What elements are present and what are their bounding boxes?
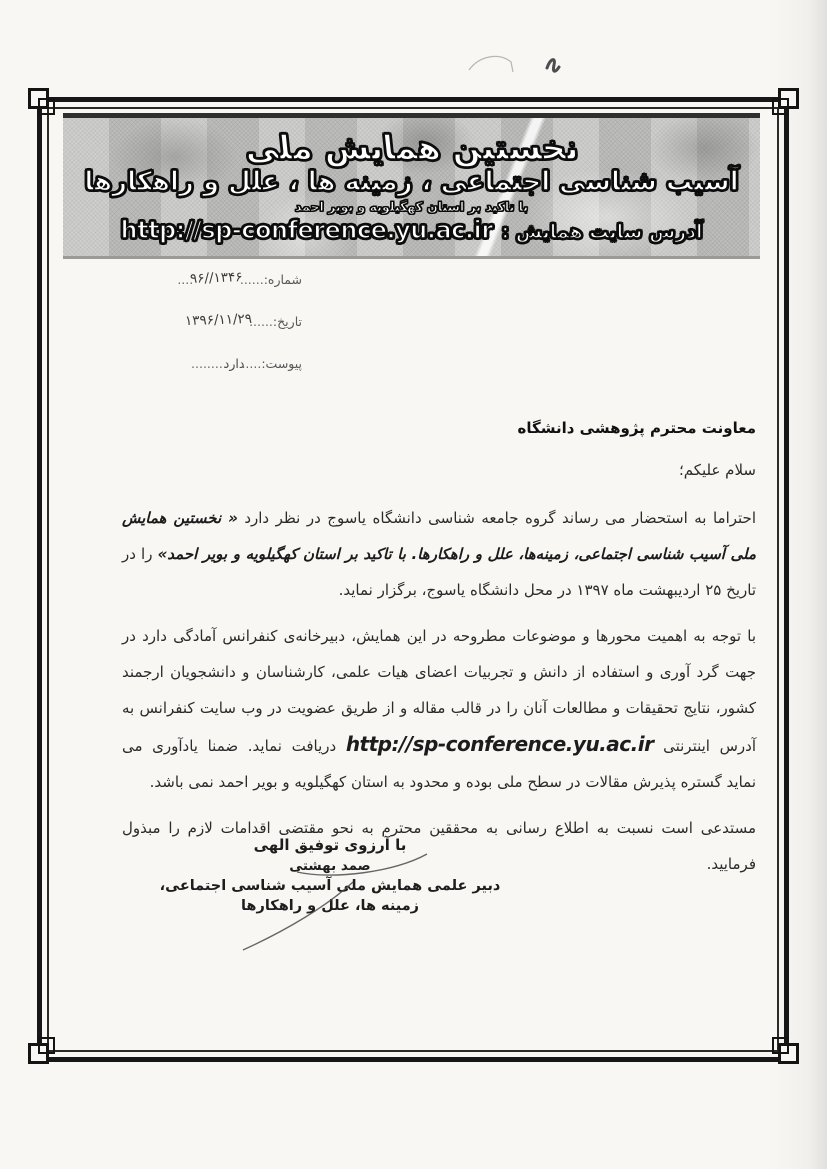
- signature-block: [140, 834, 520, 916]
- signature-wish: با آرزوی توفیق الهی: [253, 836, 407, 854]
- corner-ornament: [28, 1030, 62, 1064]
- banner-site-url: http://sp-conference.yu.ac.ir: [120, 216, 493, 245]
- attachment-value: دارد: [223, 356, 245, 371]
- letter-date-row: تاریخ:......۱۳۹۶/۱۱/۲۹: [184, 310, 302, 330]
- banner-subtitle: آسیب شناسی اجتماعی ، زمینه ها ، علل و راهکارها: [84, 166, 739, 197]
- signatory-title-2: زمینه ها، علل و راهکارها: [240, 898, 420, 914]
- conference-title-inline: « نخستین همایش ملی آسیب شناسی اجتماعی، زمینه‌ها، علل و راهکارها. با تاکید بر استان کهگیلویه و بویر احمد»: [122, 509, 757, 563]
- letter-paragraph-2: با توجه به اهمیت محورها و موضوعات مطروحه در این همایش، دبیرخانه‌ی کنفرانس آمادگی دارد در جهت گرد آوری و استفاده از دانش و تجربیات اعضای هیات علمی، کارشناسان و دانشجویان ارجمند کشور، نتایج تحقیقات و مطالعات آنان را در قالب مقاله و از طریق عضویت در وب سایت کنفرانس به آدرس اینترنتی http://sp-conference.yu.ac.ir دریافت نماید. ضمنا یادآوری می نماید گستره پذیرش مقالات در سطح ملی بوده و محدود به استان کهگیلویه و بویر احمد نمی باشد.: [122, 627, 756, 791]
- letter-metadata: [142, 269, 302, 398]
- letter-salutation: سلام علیکم؛: [678, 461, 756, 479]
- attachment-label: پیوست:: [261, 356, 302, 371]
- letter-attachment-row: پیوست:.....دارد.........: [191, 356, 302, 371]
- banner-emphasis: با تاکید بر استان کهگیلویه و بویر احمد: [294, 199, 529, 215]
- corner-ornament: [765, 88, 799, 122]
- signatory-title: دبیر علمی همایش ملی آسیب شناسی اجتماعی،: [159, 878, 501, 894]
- letter-paragraph-1: احتراما به استحضار می رساند گروه جامعه شناسی دانشگاه یاسوج در نظر دارد « نخستین همایش ملی آسیب شناسی اجتماعی، زمینه‌ها، علل و راهکارها. با تاکید بر استان کهگیلویه و بویر احمد» را در تاریخ ۲۵ اردیبهشت ماه ۱۳۹۷ در محل دانشگاه یاسوج، برگزار نماید.: [122, 509, 757, 599]
- corner-ornament: [765, 1030, 799, 1064]
- date-value: ۱۳۹۶/۱۱/۲۹: [184, 310, 253, 330]
- letter-number-row: شماره:......۹۶//۱۳۴۶....: [177, 269, 302, 287]
- pen-mark: [455, 38, 585, 88]
- banner-title: نخستین همایش ملی: [242, 128, 580, 168]
- number-label: شماره:: [263, 272, 302, 287]
- letter-addressee: معاونت محترم پژوهشی دانشگاه: [517, 419, 756, 437]
- banner-site-line: [120, 217, 702, 244]
- number-value: ۹۶//۱۳۴۶: [189, 269, 244, 287]
- letter-body: [122, 418, 756, 882]
- conference-banner: [63, 113, 760, 259]
- letter-paragraph-3: مستدعی است نسبت به اطلاع رسانی به محققین محترم به نحو مقتضی اقدامات لازم را مبذول فرمایید.: [122, 819, 756, 873]
- banner-site-label: آدرس سایت همایش :: [501, 221, 703, 244]
- signatory-name: صمد بهشتی: [289, 858, 371, 874]
- corner-ornament: [28, 88, 62, 122]
- conference-url-inline: http://sp-conference.yu.ac.ir: [345, 732, 654, 756]
- date-label: تاریخ:: [272, 314, 302, 329]
